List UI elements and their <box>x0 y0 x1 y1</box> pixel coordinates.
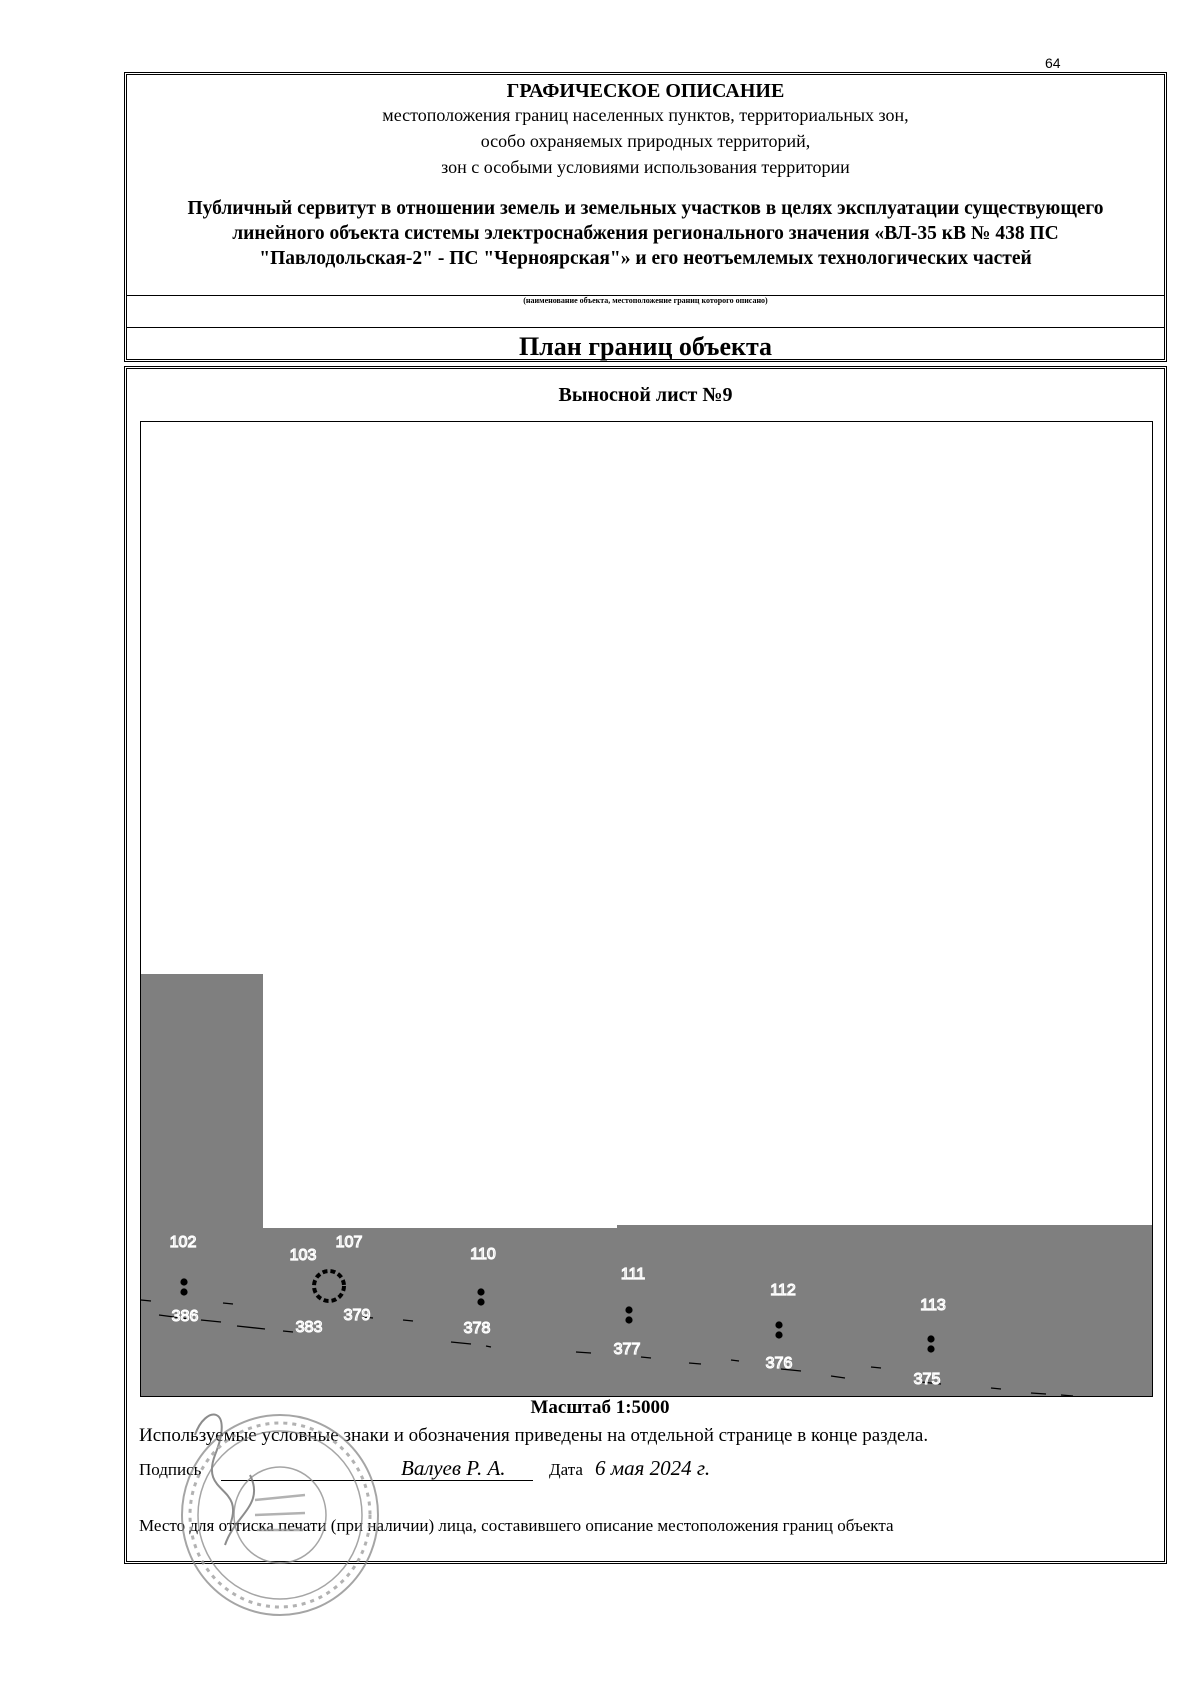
boundary-point-marker <box>775 1321 782 1328</box>
boundary-point-marker <box>775 1331 782 1338</box>
boundary-point-marker <box>927 1345 934 1352</box>
boundary-point-marker <box>180 1288 187 1295</box>
point-label-top: 110 <box>470 1246 496 1263</box>
legend-note: Используемые условные знаки и обозначения приведены на отдельной странице в конце раздела. <box>139 1425 929 1446</box>
object-name-caption: (наименование объекта, местоположение границ которого описано) <box>523 296 768 305</box>
plan-title: План границ объекта <box>518 332 773 361</box>
point-label-bottom: 378 <box>463 1320 491 1337</box>
subtitle-line-3: зон с особыми условиями использования территории <box>441 157 850 177</box>
page-number: 64 <box>1045 55 1061 71</box>
signer-name: Валуев Р. А. <box>401 1456 506 1480</box>
point-label-top: 111 <box>620 1266 646 1283</box>
boundary-point-marker <box>477 1288 484 1295</box>
point-label-top: 102 <box>169 1234 197 1251</box>
point-label-top: 113 <box>920 1297 946 1314</box>
date-value: 6 мая 2024 г. <box>595 1456 711 1480</box>
point-label-top: 107 <box>335 1234 363 1251</box>
boundary-point-marker <box>477 1298 484 1305</box>
point-label-top: 112 <box>770 1282 796 1299</box>
point-label-bottom: 383 <box>295 1319 323 1336</box>
divider <box>127 327 1164 328</box>
boundary-point-marker <box>625 1306 632 1313</box>
date-label: Дата <box>549 1460 583 1479</box>
point-label-bottom: 386 <box>171 1308 199 1325</box>
map-scale: Масштаб 1:5000 <box>530 1397 670 1418</box>
signature-label: Подпись <box>139 1460 202 1479</box>
point-label-bottom: 375 <box>913 1371 941 1388</box>
document-title: ГРАФИЧЕСКОЕ ОПИСАНИЕ <box>506 80 785 102</box>
point-label-bottom: 379 <box>343 1307 371 1324</box>
point-label-top: 103 <box>289 1247 317 1264</box>
boundary-point-marker <box>927 1335 934 1342</box>
boundary-point-marker <box>180 1278 187 1285</box>
sheet-title: Выносной лист №9 <box>558 384 733 406</box>
point-label-bottom: 376 <box>765 1355 793 1372</box>
subtitle-line-1: местоположения границ населенных пунктов, территориальных зон, <box>382 105 909 125</box>
boundary-map <box>140 421 1153 1397</box>
header-frame <box>124 72 1167 362</box>
zone-area <box>141 974 1153 1397</box>
stamp-place-caption: Место для оттиска печати (при наличии) лица, составившего описание местоположения границ объекта <box>139 1516 894 1535</box>
boundary-point-marker <box>625 1316 632 1323</box>
point-label-bottom: 377 <box>613 1341 641 1358</box>
subtitle-line-2: особо охраняемых природных территорий, <box>480 131 811 151</box>
seal-stamp <box>175 1395 385 1625</box>
object-name: Публичный сервитут в отношении земель и земельных участков в целях эксплуатации существующего линейного объекта системы электроснабжения регионального значения «ВЛ-35 кВ № 438 ПС "Павлодольская-2" - ПС "Черноярская"» и его неотъемлемых технологических частей <box>187 198 1104 269</box>
